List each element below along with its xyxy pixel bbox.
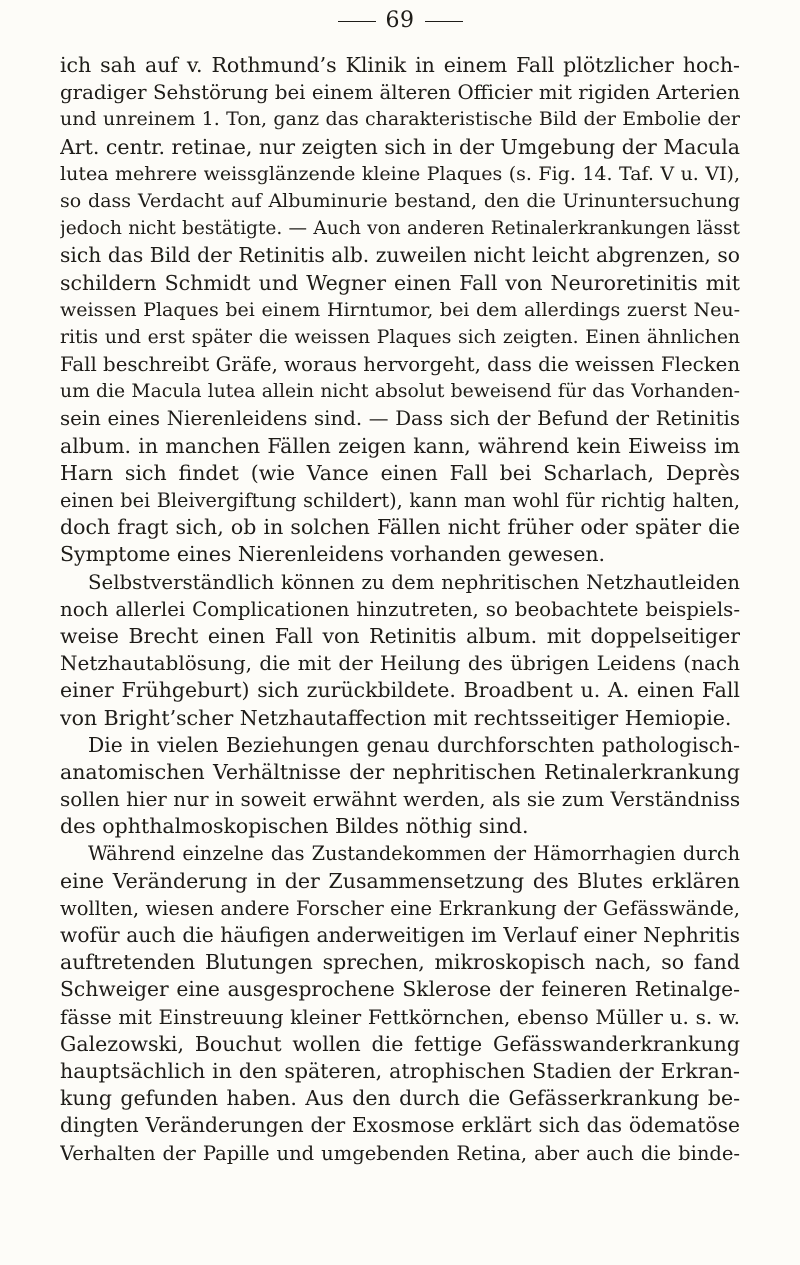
text-line: weissen Plaques bei einem Hirntumor, bei dem allerdings zuerst Neu-	[60, 298, 740, 321]
text-line: einen bei Bleivergiftung schildert), kann man wohl für richtig halten,	[60, 489, 740, 512]
text-line: von Bright’scher Netzhautaffection mit rechtsseitiger Hemiopie.	[60, 705, 732, 730]
text-line: hauptsächlich in den späteren, atrophischen Stadien der Erkran-	[60, 1058, 740, 1083]
text-line: Die in vielen Beziehungen genau durchforschten pathologisch-	[88, 732, 740, 757]
text-line: Galezowski, Bouchut wollen die fettige Gefässwanderkrankung	[60, 1031, 740, 1056]
text-line: Symptome eines Nierenleidens vorhanden gewesen.	[60, 542, 606, 567]
text-line: lutea mehrere weissglänzende kleine Plaques (s. Fig. 14. Taf. V u. VI),	[60, 162, 740, 185]
text-line: schildern Schmidt und Wegner einen Fall von Neuroretinitis mit	[60, 270, 740, 295]
header-right-dash	[425, 21, 463, 22]
text-line: kung gefunden haben. Aus den durch die Gefässerkrankung be-	[60, 1086, 740, 1111]
text-line: gradiger Sehstörung bei einem älteren Officier mit rigiden Arterien	[60, 81, 740, 105]
text-line: Netzhautablösung, die mit der Heilung des übrigen Leidens (nach	[60, 651, 740, 676]
text-line: Harn sich findet (wie Vance einen Fall bei Scharlach, Deprès	[60, 460, 740, 485]
text-line: Selbstverständlich können zu dem nephritischen Netzhautleiden	[88, 570, 740, 594]
text-line: um die Macula lutea allein nicht absolut beweisend für das Vorhanden-	[60, 381, 740, 403]
text-line: fässe mit Einstreuung kleiner Fettkörnchen, ebenso Müller u. s. w.	[60, 1004, 740, 1029]
text-line: einer Frühgeburt) sich zurückbildete. Broadbent u. A. einen Fall	[60, 678, 740, 703]
page-number: 69	[385, 8, 415, 33]
text-line: Während einzelne das Zustandekommen der Hämorrhagien durch	[88, 842, 740, 866]
text-line: album. in manchen Fällen zeigen kann, während kein Eiweiss im	[60, 433, 740, 458]
text-line: Schweiger eine ausgesprochene Sklerose der feineren Retinalge-	[60, 977, 740, 1002]
text-line: des ophthalmoskopischen Bildes nöthig sind.	[60, 814, 529, 839]
text-line: Fall beschreibt Gräfe, woraus hervorgeht, dass die weissen Flecken	[60, 353, 740, 377]
text-line: Verhalten der Papille und umgebenden Retina, aber auch die binde-	[60, 1141, 740, 1165]
text-line: auftretenden Blutungen sprechen, mikroskopisch nach, so fand	[60, 950, 740, 975]
page-header	[0, 8, 800, 34]
text-line: dingten Veränderungen der Exosmose erklärt sich das ödematöse	[60, 1113, 740, 1138]
text-line: eine Veränderung in der Zusammensetzung des Blutes erklären	[60, 868, 740, 893]
text-line: sollen hier nur in soweit erwähnt werden, als sie zum Verständniss	[60, 787, 740, 812]
text-line: Art. centr. retinae, nur zeigten sich in der Umgebung der Macula	[60, 134, 740, 159]
header-left-dash	[338, 21, 376, 22]
text-line: weise Brecht einen Fall von Retinitis album. mit doppelseitiger	[60, 623, 740, 648]
text-line: so dass Verdacht auf Albuminurie bestand, den die Urinuntersuchung	[60, 189, 740, 212]
text-line: ich sah auf v. Rothmund’s Klinik in einem Fall plötzlicher hoch-	[60, 53, 740, 77]
text-line: noch allerlei Complicationen hinzutreten, so beobachtete beispiels-	[60, 597, 740, 621]
text-line: sein eines Nierenleidens sind. — Dass sich der Befund der Retinitis	[60, 407, 740, 431]
text-line: wollten, wiesen andere Forscher eine Erkrankung der Gefässwände,	[60, 896, 740, 920]
text-line: ritis und erst später die weissen Plaques sich zeigten. Einen ähnlichen	[60, 326, 740, 348]
text-line: jedoch nicht bestätigte. — Auch von anderen Retinalerkrankungen lässt	[60, 218, 740, 240]
text-line: wofür auch die häufigen anderweitigen im Verlauf einer Nephritis	[60, 923, 740, 947]
text-line: und unreinem 1. Ton, ganz das charakteristische Bild der Embolie der	[60, 108, 740, 131]
text-line: sich das Bild der Retinitis alb. zuweilen nicht leicht abgrenzen, so	[60, 243, 740, 268]
text-line: anatomischen Verhältnisse der nephritischen Retinalerkrankung	[60, 759, 740, 784]
page-body	[60, 52, 740, 1167]
text-line: doch fragt sich, ob in solchen Fällen nicht früher oder später die	[60, 515, 740, 540]
